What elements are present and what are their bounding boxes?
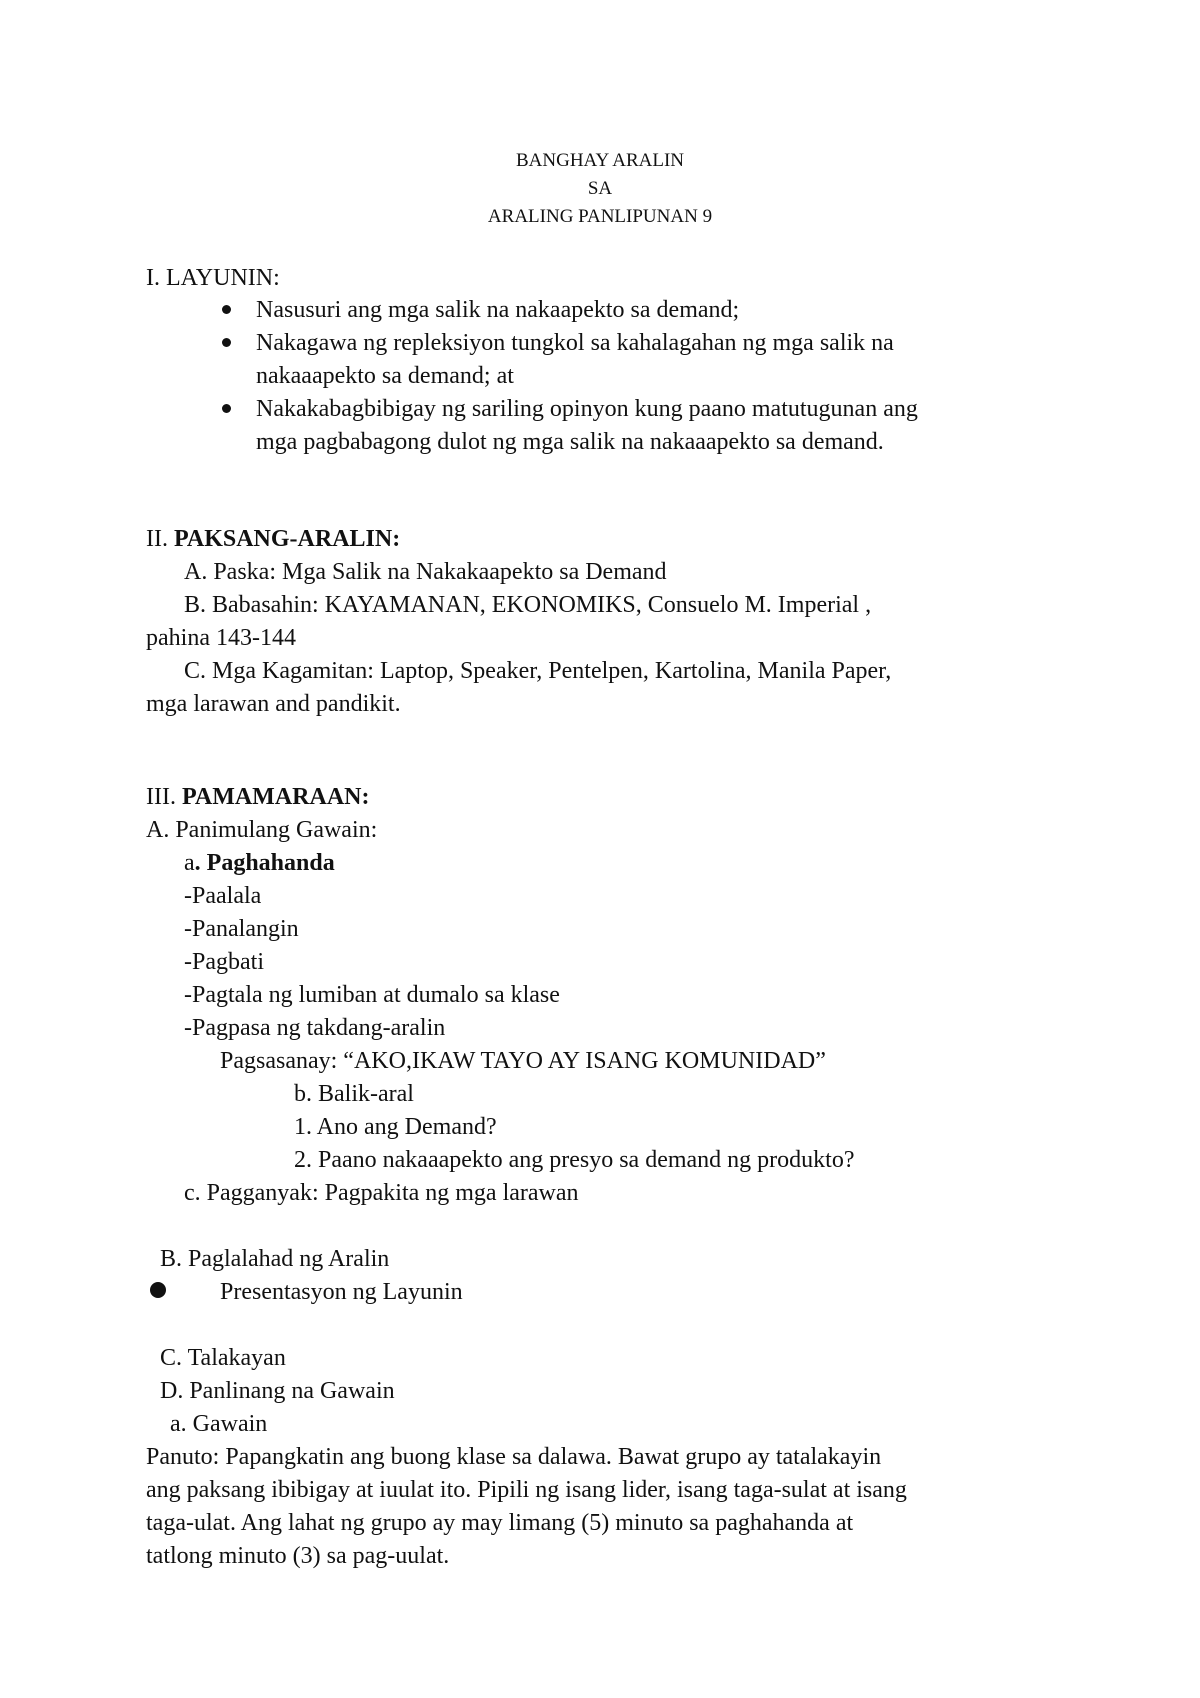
paksang-c: C. Mga Kagamitan: Laptop, Speaker, Pentelpen, Kartolina, Manila Paper, [184,658,892,684]
section-number: III. [146,784,182,810]
pagsasanay-line: Pagsasanay: “AKO,IKAW TAYO AY ISANG KOMUNIDAD” [220,1048,826,1074]
step-item: -Pagtala ng lumiban at dumalo sa klase [184,982,560,1008]
panlinang-heading: D. Panlinang na Gawain [160,1378,395,1404]
panimulang-gawain-heading: A. Panimulang Gawain: [146,817,378,843]
talakayan-heading: C. Talakayan [160,1345,286,1371]
step-item: -Pagbati [184,949,264,975]
paghahanda-title: . Paghahanda [194,850,335,876]
title-line-1: BANGHAY ARALIN [515,150,685,171]
section-paksang-heading [146,523,400,555]
step-item: -Panalangin [184,916,299,942]
panuto-line-4: tatlong minuto (3) sa pag-uulat. [146,1543,450,1569]
paglalahad-heading: B. Paglalahad ng Aralin [160,1246,390,1272]
section-title: PAMAMARAAN: [181,784,370,810]
section-title: PAKSANG-ARALIN: [173,526,401,552]
paksang-c-cont: mga larawan and pandikit. [146,691,401,717]
layunin-item-1: Nasusuri ang mga salik na nakaapekto sa demand; [256,297,740,323]
paksang-a: A. Paska: Mga Salik na Nakakaapekto sa Demand [184,559,667,585]
title-line-3: ARALING PANLIPUNAN 9 [487,206,713,227]
bullet-icon [222,338,231,347]
pagganyak-line: c. Pagganyak: Pagpakita ng mga larawan [184,1180,579,1206]
balik-aral-heading: b. Balik-aral [294,1081,414,1107]
layunin-item-2: Nakagawa ng repleksiyon tungkol sa kahalagahan ng mga salik na [256,330,894,356]
bullet-icon [150,1282,166,1298]
bullet-icon [222,305,231,314]
question-2: 2. Paano nakaaapekto ang presyo sa demand ng produkto? [294,1147,855,1173]
question-1: 1. Ano ang Demand? [294,1114,497,1140]
paghahanda-heading [184,847,335,879]
step-item: -Paalala [184,883,262,909]
step-item: -Pagpasa ng takdang-aralin [184,1015,446,1041]
section-layunin-heading: I. LAYUNIN: [146,265,280,291]
panuto-line-3: taga-ulat. Ang lahat ng grupo ay may limang (5) minuto sa paghahanda at [146,1510,854,1536]
panuto-line-1: Panuto: Papangkatin ang buong klase sa dalawa. Bawat grupo ay tatalakayin [146,1444,882,1470]
panuto-line-2: ang paksang ibibigay at iuulat ito. Pipili ng isang lider, isang taga-sulat at isang [146,1477,907,1503]
gawain-heading: a. Gawain [170,1411,268,1437]
paksang-b: B. Babasahin: KAYAMANAN, EKONOMIKS, Consuelo M. Imperial , [184,592,872,618]
paghahanda-letter: a [184,850,195,876]
section-pamamaraan-heading [146,781,369,813]
layunin-item-2-cont: nakaaapekto sa demand; at [256,363,514,389]
section-number: II. [146,526,174,552]
presentasyon-item: Presentasyon ng Layunin [220,1279,463,1305]
title-line-2: SA [587,178,613,199]
layunin-item-3: Nakakabagbibigay ng sariling opinyon kung paano matutugunan ang [256,396,918,422]
bullet-icon [222,404,231,413]
layunin-item-3-cont: mga pagbabagong dulot ng mga salik na nakaaapekto sa demand. [256,429,884,455]
paksang-b-cont: pahina 143-144 [146,625,296,651]
